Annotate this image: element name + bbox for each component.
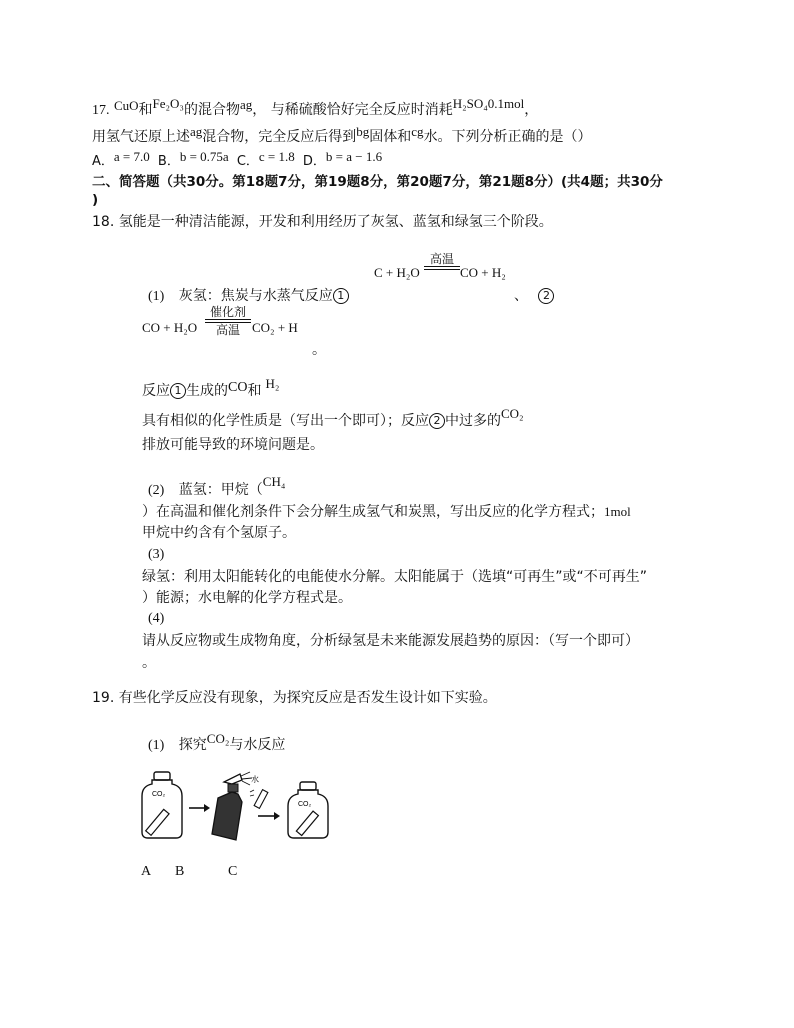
eq1-equals-bar [424,266,460,270]
formula-h2so4: H₂SO₄0.1mol [452,96,525,111]
eq1-condition [424,253,460,271]
q19-intro: 19. 有些化学反应没有现象，为探究反应是否发生设计如下实验。 [92,690,497,706]
formula-co2: CO₂ [501,406,524,421]
q18-r1-line [142,376,280,399]
formula-cuo: CuO [113,98,139,113]
q18-r1-b: 生成的 [186,383,228,399]
q18-part4-line2: 。 [142,655,156,671]
jar-c-label: CO₂ [298,801,312,808]
option-a-value: a = 7.0 [113,149,150,164]
q18-part2-label: (2) [148,483,165,498]
option-d-label: D． [302,154,326,169]
spray-label: 水 [251,775,259,784]
q18-part2-line3: 甲烷中约含有个氢原子。 [142,525,296,541]
eq2-period: 。 [312,342,326,358]
section2-heading-end: ) [92,192,99,208]
separator-comma: 、 [514,288,528,304]
q18-part1-line [148,288,349,304]
q18-part1-sep [514,288,554,304]
eq2-right: CO₂ + H [252,320,298,335]
q18-r2-b: 中过多的 [445,413,501,429]
section2-heading: 二、简答题（共30分。第18题7分，第19题8分，第20题7分，第21题8分）(共4题；共30分 [92,174,663,190]
formula-fe2o3: Fe₂O₃ [152,96,184,111]
q18-part3-line1: 绿氢：利用太阳能转化的电能使水分解。太阳能属于（选填“可再生”或“不可再生” [142,569,648,585]
var-bg: bg [356,124,370,139]
q18-r1-a: 反应 [142,383,170,399]
q18-part2-text: 蓝氢：甲烷（ [178,482,263,498]
q17-text-he: 和 [138,102,153,118]
option-d[interactable] [302,149,383,169]
eq2-left: CO + H₂O [142,320,198,335]
var-cg: cg [411,124,424,139]
jar-a-label: CO₂ [152,791,166,798]
option-a-label: A． [92,154,114,169]
var-ag: ag [239,97,253,112]
option-b-label: B． [157,154,180,169]
q18-intro: 18. 氢能是一种清洁能源，开发和利用经历了灰氢、蓝氢和绿氢三个阶段。 [92,214,553,230]
q18-r2-line [142,406,524,429]
q18-part1-text: 灰氢：焦炭与水蒸气反应 [178,288,333,304]
q17-line1 [92,96,539,118]
option-c-label: C． [236,154,259,169]
arrow-right-icon [189,804,210,812]
eq1-left: C + H₂O [374,265,420,280]
q18-part2-line2-text: ）在高温和催化剂条件下会分解生成氢气和炭黑，写出反应的化学方程式； [142,504,604,520]
q17-line2-d: 水。下列分析正确的是（） [423,129,592,145]
circled-2-ref: 2 [429,413,445,429]
q18-r1-he: 和 [247,383,262,399]
circled-2-marker: 2 [538,288,554,304]
formula-h2: H₂ [265,376,280,391]
q17-number: 17. [92,103,110,118]
circled-1-marker: 1 [333,288,349,304]
figure-label-b: B [175,864,185,879]
jar-c-icon [288,782,328,838]
circled-1-ref: 1 [170,383,186,399]
q18-part2-line [148,474,286,498]
q19-part1-line [148,731,286,753]
spray-bottle-icon [212,772,268,840]
option-d-value: b = a − 1.6 [325,149,383,164]
option-a[interactable] [92,149,150,169]
q18-part2-line2 [142,505,631,519]
option-c[interactable] [236,149,295,169]
q18-part3-line2: ）能源；水电解的化学方程式是。 [142,590,352,606]
experiment-figure [140,768,340,844]
formula-co: CO [228,380,248,395]
q17-line2-b: 混合物，完全反应后得到 [202,129,357,145]
var-ag-2: ag [190,124,203,139]
eq1-cond-text: 高温 [429,252,454,266]
amount-1mol: 1mol [604,504,631,519]
q17-text-react: ， 与稀硫酸恰好完全反应时消耗 [252,102,453,118]
formula-ch4: CH₄ [262,474,286,489]
figure-label-c: C [228,864,238,879]
arrow-right-icon-2 [258,812,280,820]
option-b[interactable] [157,149,229,169]
q17-line2-a: 用氢气还原上述 [92,129,190,145]
q18-part1-label: (1) [148,289,165,304]
eq2-cond-bot: 高温 [215,323,240,337]
jar-a-icon [142,772,182,838]
option-b-value: b = 0.75a [179,149,229,164]
q19-part1-b: 与水反应 [229,737,286,753]
q18-part3-label: (3) [148,547,165,562]
q18-part4-label: (4) [148,611,165,626]
q17-text-mix: 的混合物 [183,102,240,118]
q17-comma: ， [524,102,539,118]
q19-part1-a: 探究 [178,737,207,753]
option-c-value: c = 1.8 [258,149,295,164]
q18-r2-a: 具有相似的化学性质是（写出一个即可）；反应 [142,413,429,429]
eq2-cond-top: 催化剂 [209,305,246,319]
q18-r3-line: 排放可能导致的环境问题是。 [142,437,324,453]
formula-co2-q19: CO₂ [206,731,230,746]
figure-label-a: A [141,864,152,879]
eq1-right: CO + H₂ [460,265,506,280]
q19-part1-label: (1) [148,738,165,753]
q18-part4-line1: 请从反应物或生成物角度，分析绿氢是未来能源发展趋势的原因：（写一个即可） [142,633,639,649]
eq2-condition [205,306,251,336]
q17-line2-c: 固体和 [369,129,412,145]
q17-line2 [92,124,592,145]
q17-options [92,149,383,169]
